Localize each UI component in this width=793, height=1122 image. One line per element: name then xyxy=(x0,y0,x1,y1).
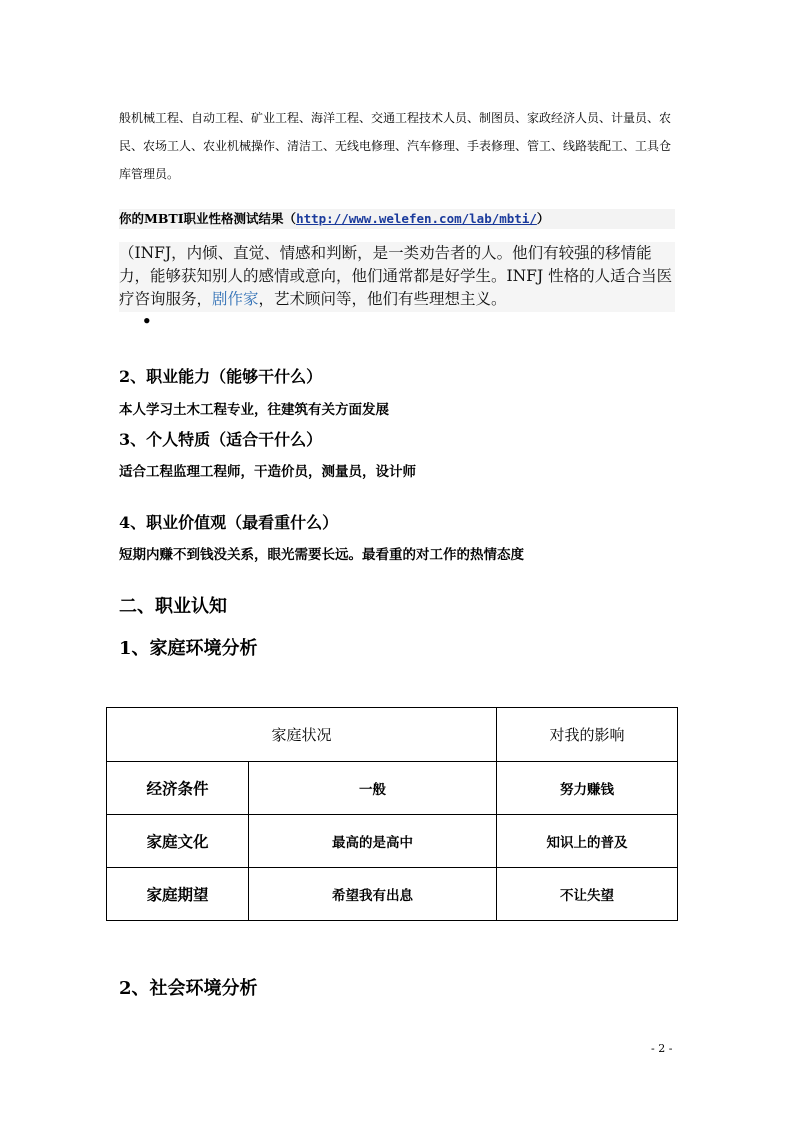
mbti-body-text: （INFJ，内倾、直觉、情感和判断，是一类劝告者的人。他们有较强的移情能力，能够获知别人的感情或意向，他们通常都是好学生。INFJ 性格的人适合当医疗咨询服务， xyxy=(119,244,673,308)
table-header-impact: 对我的影响 xyxy=(497,708,678,762)
mbti-result-body xyxy=(119,242,675,312)
mbti-body-text-end: ，艺术顾问等，他们有些理想主义。 xyxy=(258,290,507,308)
mbti-title-prefix: 你的MBTI职业性格测试结果（ xyxy=(119,211,297,226)
table-row xyxy=(107,815,678,868)
values-heading: 4、职业价值观（最看重什么） xyxy=(119,513,339,532)
row-label: 家庭期望 xyxy=(107,868,249,921)
table-header-row xyxy=(107,708,678,762)
ability-text: 本人学习土木工程专业，往建筑有关方面发展 xyxy=(119,402,389,418)
mbti-title-suffix: ） xyxy=(536,211,550,226)
row-impact: 知识上的普及 xyxy=(497,815,678,868)
traits-heading: 3、个人特质（适合干什么） xyxy=(119,430,323,449)
table-row xyxy=(107,762,678,815)
mbti-result-title xyxy=(119,209,675,229)
row-impact: 不让失望 xyxy=(497,868,678,921)
cognition-heading: 二、职业认知 xyxy=(119,596,227,617)
row-label: 经济条件 xyxy=(107,762,249,815)
ability-heading: 2、职业能力（能够干什么） xyxy=(119,367,323,386)
mbti-highlight-link[interactable]: 剧作家 xyxy=(212,290,259,308)
row-value: 最高的是高中 xyxy=(249,815,497,868)
bullet-point: • xyxy=(142,312,152,330)
row-value: 一般 xyxy=(249,762,497,815)
values-text: 短期内赚不到钱没关系，眼光需要长远。最看重的对工作的热情态度 xyxy=(119,547,524,563)
family-heading: 1、家庭环境分析 xyxy=(119,638,258,659)
intro-paragraph: 般机械工程、自动工程、矿业工程、海洋工程、交通工程技术人员、制图员、家政经济人员、计量员、农民、农场工人、农业机械操作、清洁工、无线电修理、汽车修理、手表修理、管工、线路装配工、工具仓库管理员。 xyxy=(119,111,672,181)
table-row xyxy=(107,868,678,921)
social-heading: 2、社会环境分析 xyxy=(119,978,258,999)
family-table xyxy=(106,707,678,921)
row-impact: 努力赚钱 xyxy=(497,762,678,815)
mbti-test-link[interactable]: http://www.welefen.com/lab/mbti/ xyxy=(296,211,537,226)
row-label: 家庭文化 xyxy=(107,815,249,868)
row-value: 希望我有出息 xyxy=(249,868,497,921)
table-header-family-status: 家庭状况 xyxy=(107,708,497,762)
traits-text: 适合工程监理工程师，干造价员，测量员，设计师 xyxy=(119,464,416,480)
page-number: - 2 - xyxy=(651,1042,673,1055)
